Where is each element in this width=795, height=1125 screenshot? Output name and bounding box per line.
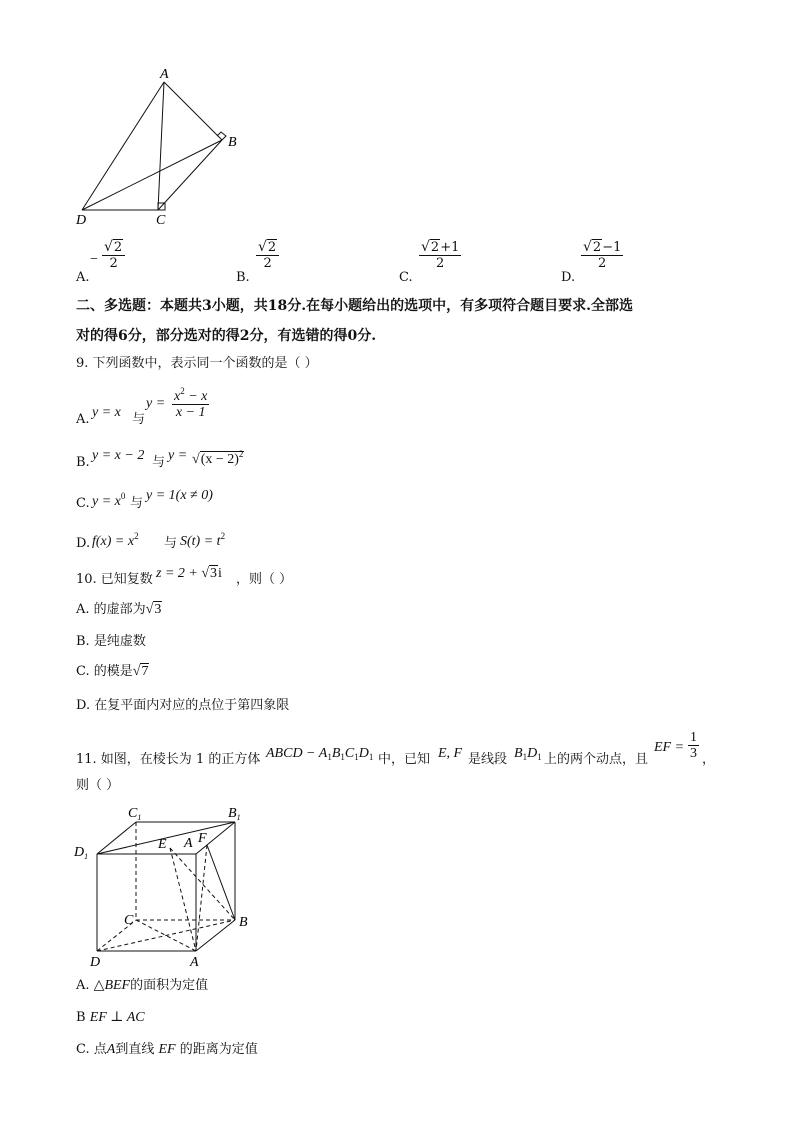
q11-option-a: A. △BEF的面积为定值 [76,978,209,993]
label-B1: $B_1$ [228,806,241,822]
label-B: B [239,915,248,930]
edge-CB [158,140,222,210]
q9-option-a: A. y = x 与 y = $\frac{x^2 - x}{x - 1}$ [76,386,208,427]
q9-stem: 9. 下列函数中，表示同一个函数的是（ ） [76,356,318,371]
q9-option-b: B. y = x − 2 与 y = $√(x - 2)^2$ [76,448,244,470]
q11-stem: 11. 如图，在棱长为 1 的正方体 ABCD − $A_1B_1C_1D_1$ 中，已知 E, F 是线段 $B_1D_1$ 上的两个动点，且 EF = $\frac{1}{3}$ ， [76,730,716,767]
edge-AC [158,82,164,210]
label-D: D [76,213,87,228]
hidden-EB [170,848,235,920]
label-D1: $D_1$ [74,845,89,861]
edge-FB [207,845,235,920]
section-heading-line2: 对的得6分，部分选对的得2分，有选错的得0分. [76,328,377,344]
label-C1: $C_1$ [128,806,142,822]
edge-AD [82,82,164,210]
label-F: F [198,831,207,846]
label-C: C [156,213,166,228]
figure-cube [70,800,270,970]
hidden-DB [97,920,235,951]
q9-option-c: C. $y = x^0$ 与 y = 1(x ≠ 0) [76,488,213,511]
q11-option-b: B EF ⊥ AC [76,1010,145,1025]
q10-option-d: D. 在复平面内对应的点位于第四象限 [76,698,290,713]
q10-stem: 10. 已知复数 z = 2 + √3i ，则（ ） [76,566,293,587]
section-heading-line1: 二、多选题：本题共3小题，共18分.在每小题给出的选项中，有多项符合题目要求.全部选 [76,298,633,314]
label-A: A [160,67,169,82]
hidden-FA [196,845,207,951]
label-B: B [228,135,237,150]
label-A: A [190,955,199,970]
q11-option-c: C. 点A到直线 EF 的距离为定值 [76,1042,258,1057]
q9-option-d: D. $f(x) = x^2$ 与 $S(t) = t^2$ [76,531,226,551]
q10-option-a: A. 的虚部为√3 [76,602,162,617]
edge-DB [82,140,222,210]
q10-option-c: C. 的模是√7 [76,664,149,679]
label-E: E [158,837,167,852]
figure-tetrahedron [60,62,260,232]
q11-then: 则（ ） [76,778,120,793]
label-C: C [124,913,134,928]
label-D: D [90,955,101,970]
label-A1: A [184,836,193,851]
edge-AB [164,82,222,140]
q10-option-b: B. 是纯虚数 [76,634,146,649]
hidden-EA [170,848,196,951]
